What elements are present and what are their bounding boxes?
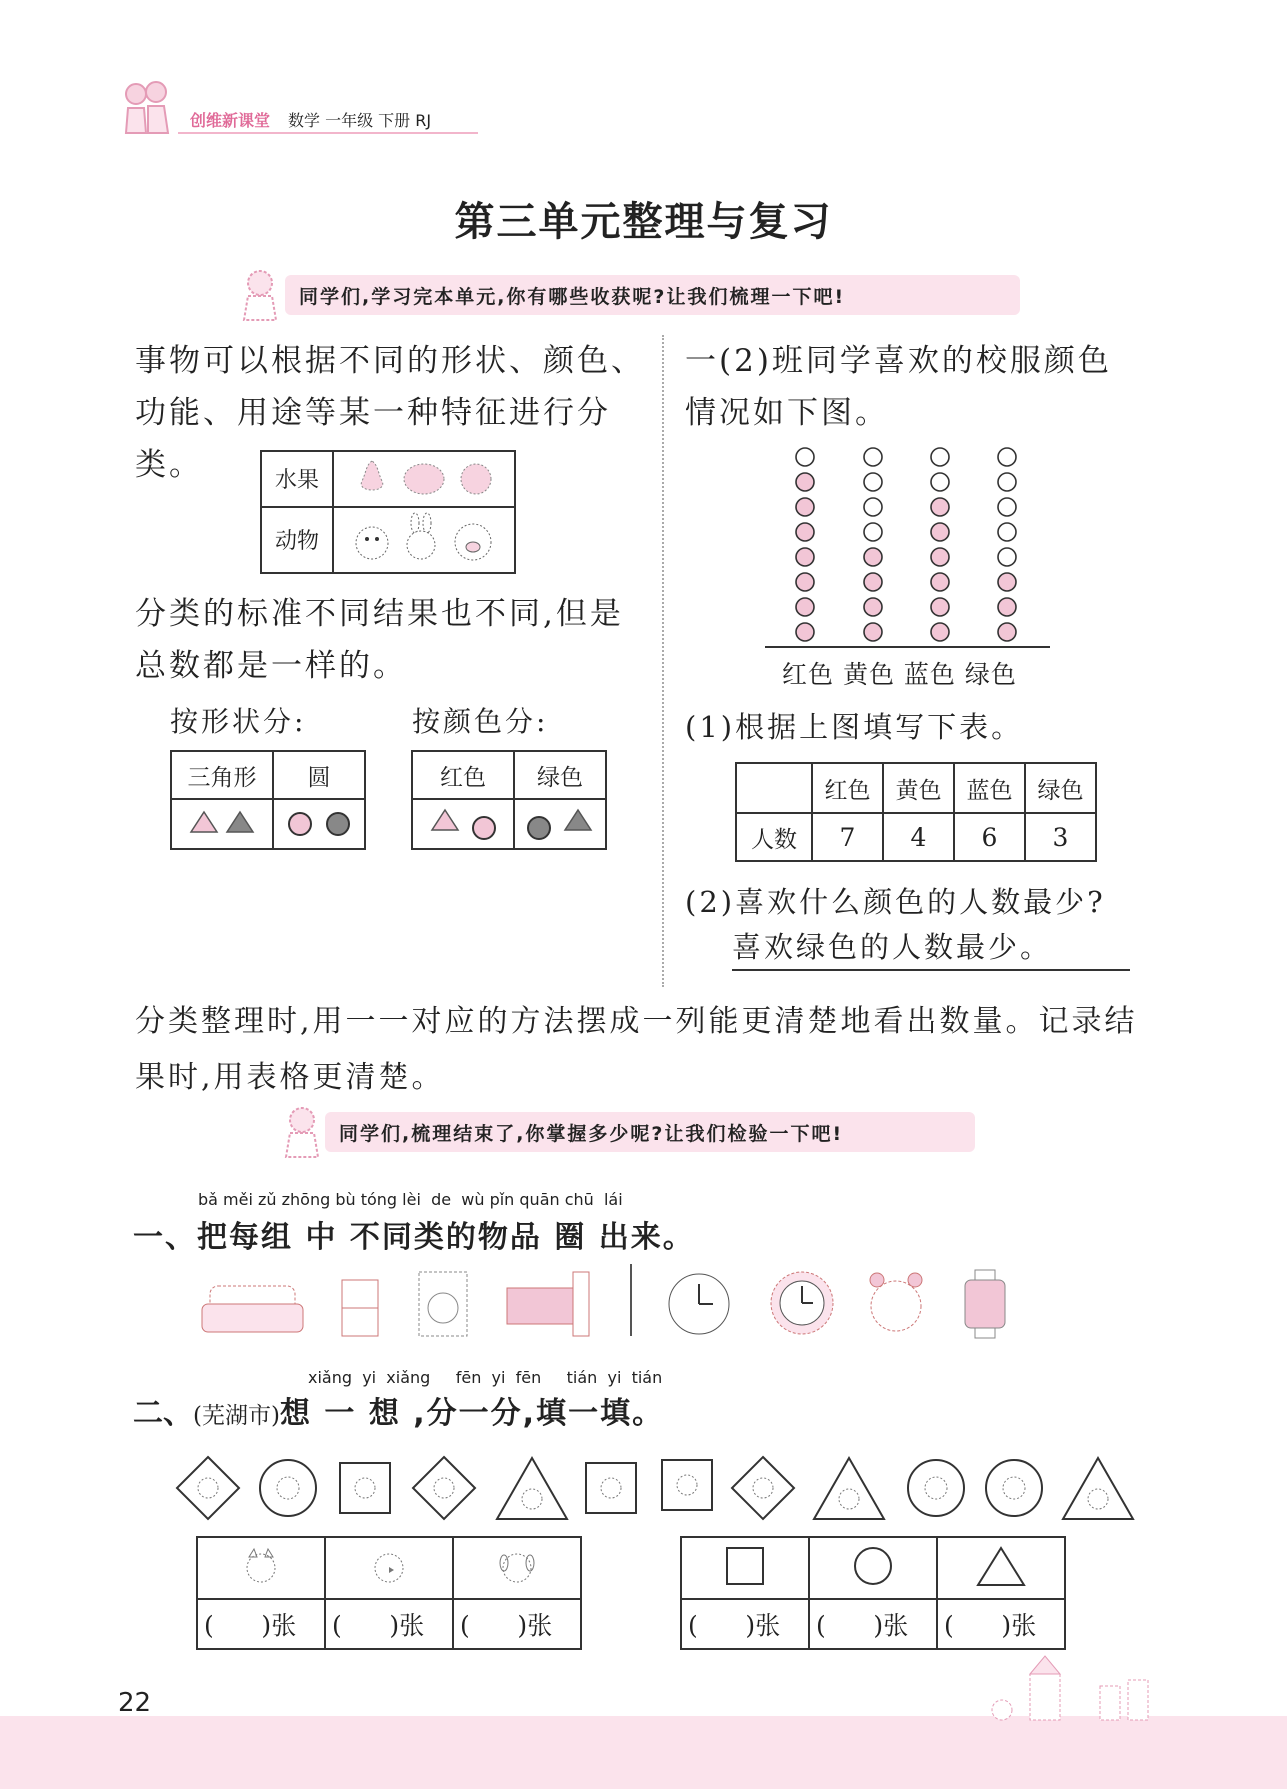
chick-icon: [368, 1545, 410, 1587]
red-cell: [412, 799, 514, 849]
fruit-images: [333, 451, 515, 507]
watch-icon: [955, 1268, 1015, 1340]
page-number: 22: [118, 1688, 152, 1718]
chart-circle-蓝色-4: [931, 548, 949, 566]
cat-blank[interactable]: ( )张: [197, 1599, 325, 1649]
circle-header: [809, 1537, 937, 1599]
q1-heading: 一、把每组 中 不同类的物品 圈 出来。: [133, 1220, 695, 1255]
review-banner-text: 同学们,学习完本单元,你有哪些收获呢?让我们梳理一下吧!: [299, 285, 846, 308]
classification-note: 分类的标准不同结果也不同,但是总数都是一样的。: [135, 596, 624, 684]
footer-band: [0, 1716, 1287, 1789]
corner-cell: [736, 763, 812, 813]
triangle-icon: [976, 1545, 1026, 1587]
alarm-clock-icon: [865, 1268, 927, 1340]
classification-definition: 事物可以根据不同的形状、颜色、功能、用途等某一种特征进行分类。: [135, 343, 645, 483]
pear-icon: [350, 455, 394, 499]
chart-circle-绿色-3: [998, 573, 1016, 591]
page-title: 第三单元整理与复习: [454, 199, 833, 245]
circle-card-chick-icon: [905, 1457, 967, 1519]
wall-clock-icon: [665, 1270, 733, 1338]
q2-source: (芜湖市): [193, 1403, 280, 1429]
chart-circle-蓝色-1: [931, 623, 949, 641]
square-card-cat-icon: [659, 1457, 715, 1513]
row-label: 人数: [736, 813, 812, 861]
cabinet-icon: [338, 1276, 382, 1340]
gray-triangle-icon: [563, 808, 593, 832]
circle-card-cat-icon: [983, 1457, 1045, 1519]
chart-circle-蓝色-7: [931, 473, 949, 491]
summary-text: 分类整理时,用一一对应的方法摆成一列能更清楚地看出数量。记录结果时,用表格更清楚。: [135, 1004, 1138, 1095]
circle-cell: [273, 799, 365, 849]
chart-circle-绿色-4: [998, 548, 1016, 566]
header-yellow: 黄色: [883, 763, 954, 813]
dog-header: [453, 1537, 581, 1599]
column-divider: [662, 335, 664, 987]
tomato-icon: [399, 455, 449, 499]
pink-clock-icon: [767, 1268, 837, 1338]
question-1: (1)根据上图填写下表。: [685, 710, 1024, 744]
clock-group: [665, 1268, 1045, 1343]
question-2: (2)喜欢什么颜色的人数最少?: [685, 885, 1106, 919]
chart-circle-绿色-2: [998, 598, 1016, 616]
chart-circle-红色-2: [796, 598, 814, 616]
triangle-cell: [171, 799, 273, 849]
gray-circle-icon: [326, 812, 350, 836]
circle-icon: [852, 1545, 894, 1587]
circle-chart: [765, 445, 1050, 650]
by-color-label: 按颜色分:: [412, 705, 549, 738]
chart-circle-蓝色-3: [931, 573, 949, 591]
triangle-blank[interactable]: ( )张: [937, 1599, 1065, 1649]
animal-images: [333, 507, 515, 573]
square-icon: [724, 1545, 766, 1587]
count-table: [735, 762, 1097, 862]
chart-circle-绿色-1: [998, 623, 1016, 641]
animal-count-table: [196, 1536, 582, 1650]
diamond-card-dog-icon: [730, 1455, 796, 1521]
value-yellow: 4: [883, 813, 954, 861]
gray-circle-icon: [527, 816, 551, 840]
kids-logo-icon: [118, 78, 178, 138]
triangle-card-cat-icon: [495, 1455, 569, 1521]
check-banner: [325, 1112, 975, 1152]
shape-count-table: [680, 1536, 1066, 1650]
chick-blank[interactable]: ( )张: [325, 1599, 453, 1649]
header: [118, 78, 618, 138]
circle-card-dog-icon: [257, 1457, 319, 1519]
chart-circle-红色-7: [796, 473, 814, 491]
animal-label: 动物: [261, 507, 333, 573]
circle-header: 圆: [273, 751, 365, 799]
check-banner-text: 同学们,梳理结束了,你掌握多少呢?让我们检验一下吧!: [339, 1122, 844, 1145]
header-green: 绿色: [1025, 763, 1096, 813]
chart-circle-红色-6: [796, 498, 814, 516]
chart-circle-红色-8: [796, 448, 814, 466]
chart-circle-蓝色-2: [931, 598, 949, 616]
brand: 创维新课堂: [190, 111, 271, 130]
value-red: 7: [812, 813, 883, 861]
square-header: [681, 1537, 809, 1599]
cat-header: [197, 1537, 325, 1599]
furniture-group: [200, 1268, 600, 1343]
chart-circle-黄色-8: [864, 448, 882, 466]
value-blue: 6: [954, 813, 1025, 861]
chart-circle-绿色-7: [998, 473, 1016, 491]
chart-circle-绿色-6: [998, 498, 1016, 516]
card-row: [175, 1455, 1135, 1525]
q2-text: 想 一 想 ,分一分,填一填。: [279, 1396, 665, 1431]
triangle-card-chick-icon: [1061, 1455, 1135, 1521]
group-divider: [630, 1264, 632, 1336]
cat-icon: [240, 1545, 282, 1587]
chart-circle-红色-5: [796, 523, 814, 541]
girl-mascot-icon: [238, 268, 282, 322]
washing-machine-icon: [415, 1268, 471, 1340]
girl-mascot-icon: [280, 1105, 324, 1159]
sofa-icon: [200, 1278, 305, 1340]
chick-icon: [350, 515, 394, 565]
chart-circle-黄色-4: [864, 548, 882, 566]
chart-circle-绿色-8: [998, 448, 1016, 466]
review-banner: [285, 275, 1020, 315]
pink-circle-icon: [472, 816, 496, 840]
color-table: [411, 750, 607, 850]
chart-circle-黄色-3: [864, 573, 882, 591]
chart-circle-黄色-7: [864, 473, 882, 491]
pig-icon: [448, 515, 498, 565]
rabbit-icon: [399, 511, 443, 565]
chart-circle-蓝色-8: [931, 448, 949, 466]
chart-circle-黄色-5: [864, 523, 882, 541]
value-green: 3: [1025, 813, 1096, 861]
diamond-card-cat-icon: [175, 1455, 241, 1521]
q2-pinyin: xiǎng yi xiǎng fēn yi fēn tián yi tián: [308, 1368, 663, 1387]
q1-pinyin: bǎ měi zǔ zhōng bù tóng lèi de wù pǐn quān chū lái: [198, 1190, 623, 1209]
green-header: 绿色: [514, 751, 606, 799]
triangle-header: 三角形: [171, 751, 273, 799]
gray-triangle-icon: [225, 810, 255, 834]
pink-circle-icon: [288, 812, 312, 836]
by-shape-label: 按形状分:: [170, 705, 307, 738]
subject-line: 数学 一年级 下册 RJ: [288, 111, 432, 130]
chart-circle-黄色-6: [864, 498, 882, 516]
diamond-card-chick-icon: [411, 1455, 477, 1521]
pink-triangle-icon: [430, 808, 460, 832]
chart-circle-红色-4: [796, 548, 814, 566]
circle-blank[interactable]: ( )张: [809, 1599, 937, 1649]
chart-circle-红色-3: [796, 573, 814, 591]
header-blue: 蓝色: [954, 763, 1025, 813]
fruit-label: 水果: [261, 451, 333, 507]
dog-blank[interactable]: ( )张: [453, 1599, 581, 1649]
bed-icon: [503, 1268, 593, 1340]
square-card-chick-icon: [337, 1460, 393, 1516]
q2-heading: [133, 1388, 664, 1432]
fruit-animal-table: [260, 450, 516, 574]
square-card-dog-icon: [583, 1460, 639, 1516]
chart-circle-黄色-2: [864, 598, 882, 616]
q2-number: 二、: [133, 1396, 193, 1431]
answer-text: 喜欢绿色的人数最少。: [732, 930, 1053, 964]
header-red: 红色: [812, 763, 883, 813]
chart-circle-蓝色-5: [931, 523, 949, 541]
castle-decoration-icon: [990, 1650, 1160, 1722]
survey-intro: 一(2)班同学喜欢的校服颜色情况如下图。: [685, 343, 1112, 431]
chick-header: [325, 1537, 453, 1599]
shape-table: [170, 750, 366, 850]
dog-icon: [496, 1545, 538, 1587]
header-line: [178, 132, 478, 134]
chart-circle-蓝色-6: [931, 498, 949, 516]
green-cell: [514, 799, 606, 849]
answer-line: [732, 925, 1130, 971]
red-header: 红色: [412, 751, 514, 799]
triangle-card-chick-icon: [812, 1455, 886, 1521]
chart-circle-红色-1: [796, 623, 814, 641]
chart-category-labels: 红色 黄色 蓝色 绿色: [782, 660, 1017, 689]
chart-circle-绿色-5: [998, 523, 1016, 541]
triangle-header: [937, 1537, 1065, 1599]
pink-triangle-icon: [189, 810, 219, 834]
circle-chart-svg: [765, 445, 1050, 650]
chart-circle-黄色-1: [864, 623, 882, 641]
peach-icon: [454, 455, 498, 499]
square-blank[interactable]: ( )张: [681, 1599, 809, 1649]
